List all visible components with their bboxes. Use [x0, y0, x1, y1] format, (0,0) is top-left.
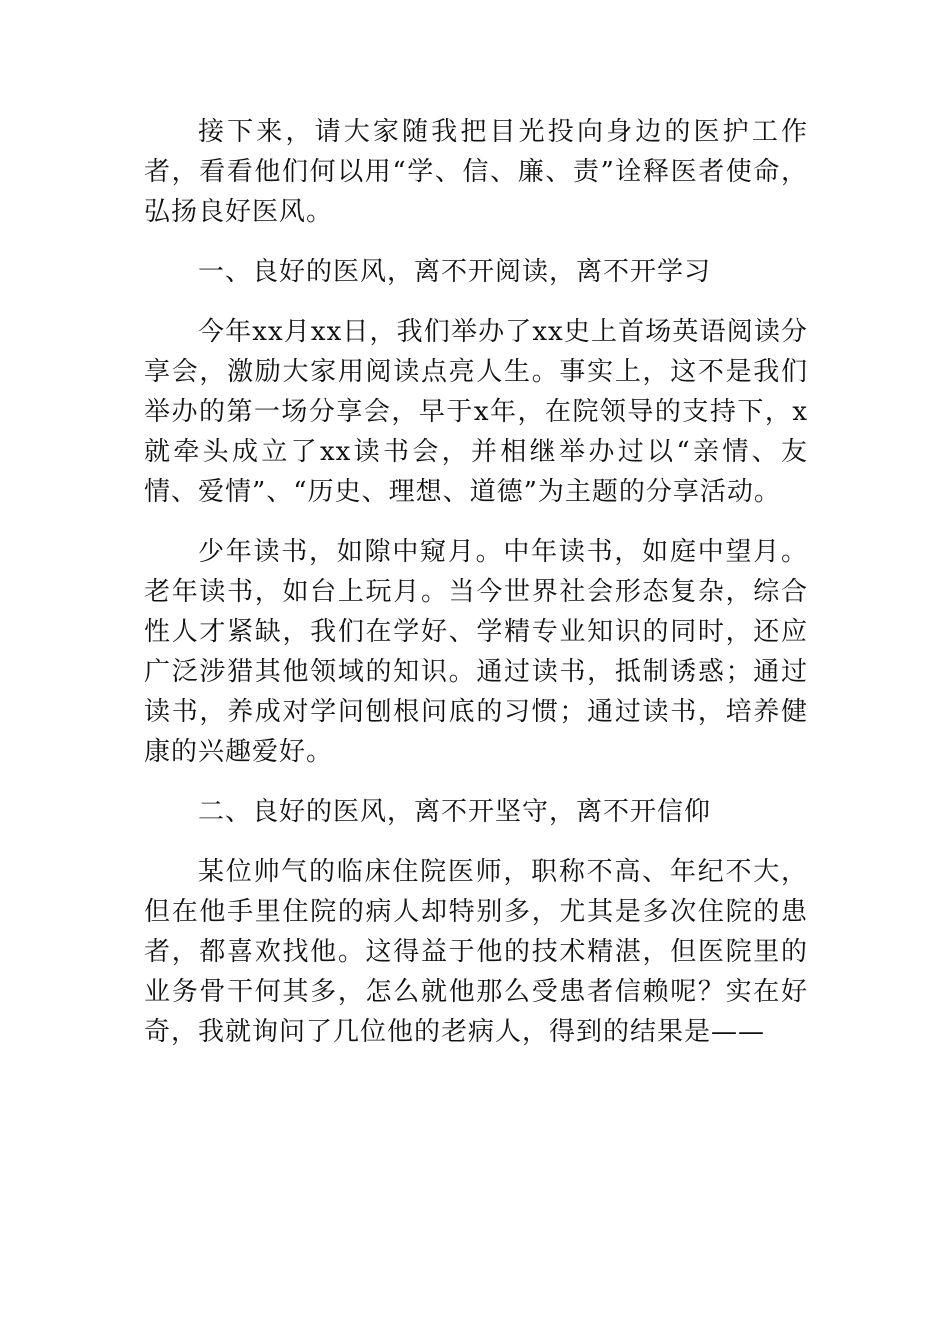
- section-heading-1: 一、良好的医风，离不开阅读，离不开学习: [198, 257, 712, 287]
- section-heading-2: 二、良好的医风，离不开坚守，离不开信仰: [198, 797, 712, 827]
- section-1-paragraph-2: 少年读书，如隙中窥月。中年读书，如庭中望月。老年读书，如台上玩月。当今世界社会形态复杂，综合性人才紧缺，我们在学好、学精专业知识的同时，还应广泛涉猎其他领域的知识。通过读书，抵制诱惑；通过读书，养成对学问刨根问底的习惯；通过读书，培养健康的兴趣爱好。: [144, 537, 808, 767]
- section-2-paragraph-1: 某位帅气的临床住院医师，职称不高、年纪不大，但在他手里住院的病人却特别多，尤其是多次住院的患者，都喜欢找他。这得益于他的技术精湛，但医院里的业务骨干何其多，怎么就他那么受患者信赖呢？实在好奇，我就询问了几位他的老病人，得到的结果是——: [144, 857, 808, 1047]
- document-body: [144, 112, 808, 1072]
- intro-paragraph: 接下来，请大家随我把目光投向身边的医护工作者，看看他们何以用“学、信、廉、责”诠释医者使命，弘扬良好医风。: [144, 117, 808, 227]
- section-1-paragraph-1: 今年xx月xx日，我们举办了xx史上首场英语阅读分享会，激励大家用阅读点亮人生。事实上，这不是我们举办的第一场分享会，早于x年，在院领导的支持下，x就牵头成立了xx读书会，并相继举办过以“亲情、友情、爱情”、“历史、理想、道德”为主题的分享活动。: [144, 317, 808, 507]
